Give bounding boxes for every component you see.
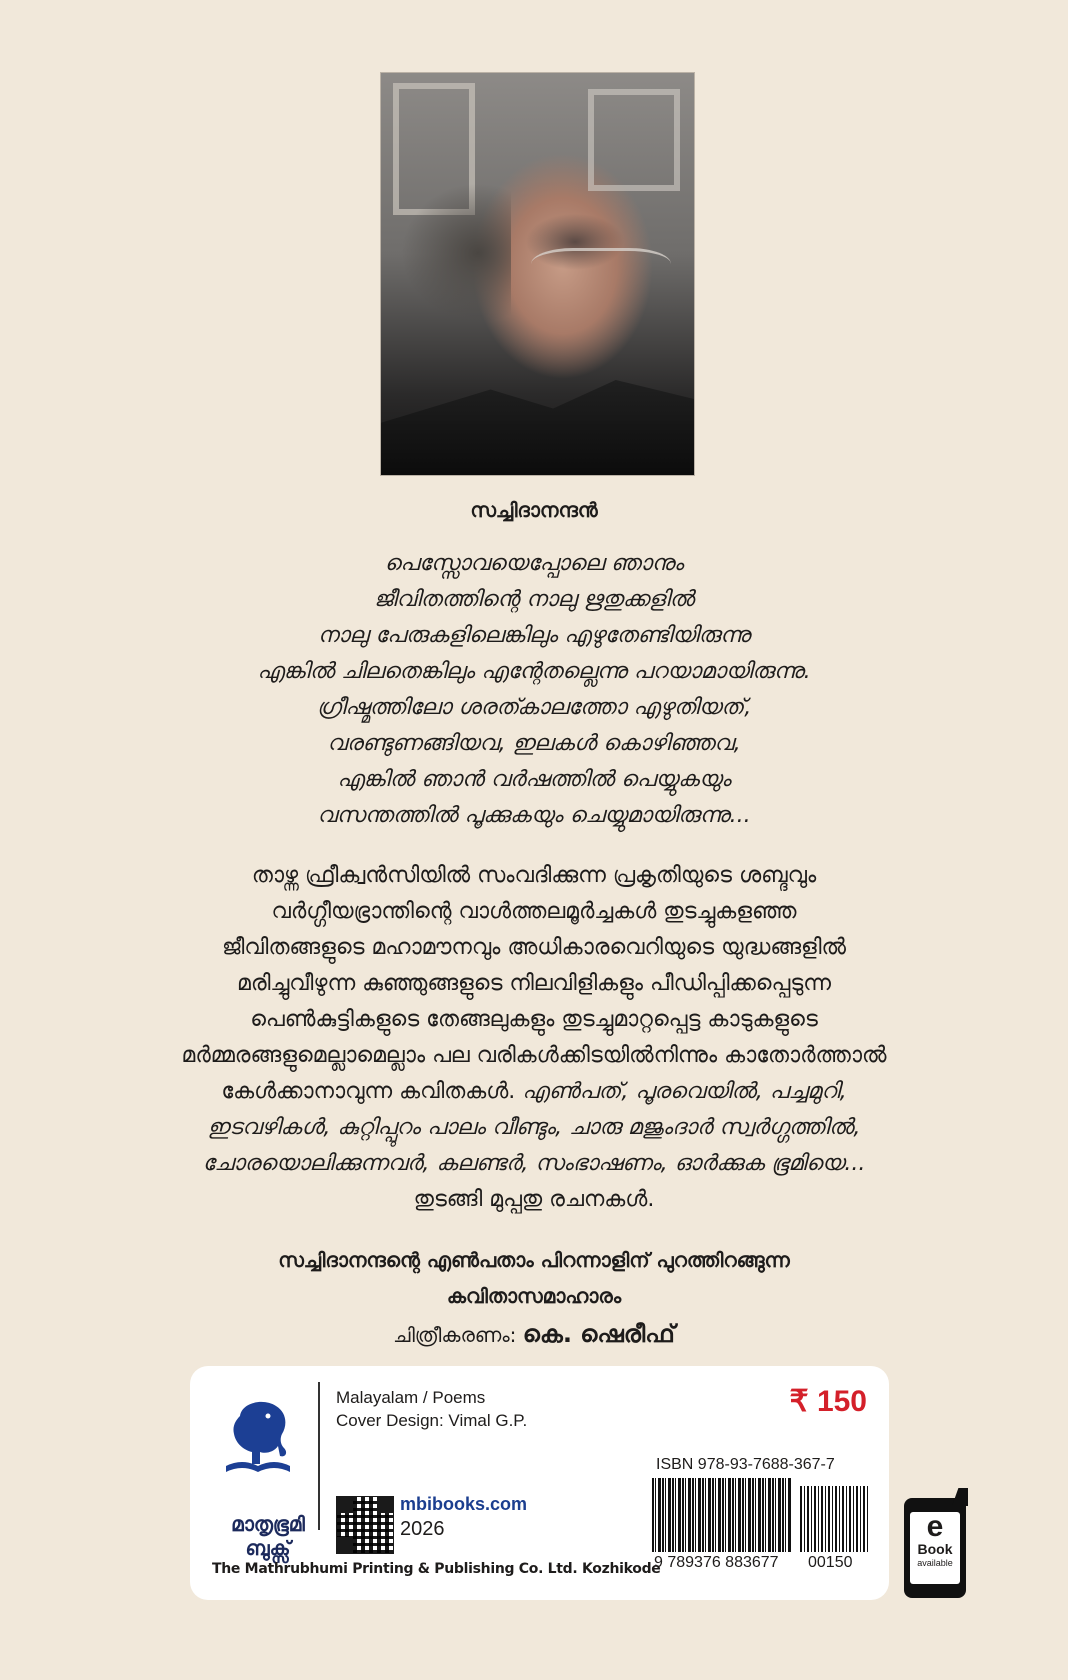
barcode-addon-icon bbox=[800, 1486, 868, 1552]
photo-detail bbox=[401, 183, 511, 323]
poem-line: എങ്കിൽ ചിലതെങ്കിലും എന്റേതല്ലെന്നു പറയാമായിരുന്നു. bbox=[257, 659, 811, 684]
poem-line: വരണ്ടുണങ്ങിയവ, ഇലകൾ കൊഴിഞ്ഞവ, bbox=[327, 731, 741, 756]
author-photo bbox=[380, 72, 695, 476]
ebook-available-badge bbox=[904, 1498, 966, 1598]
price: ₹ 150 bbox=[789, 1385, 867, 1418]
book-category: Malayalam / Poems bbox=[336, 1388, 486, 1407]
isbn: ISBN 978-93-7688-367-7 bbox=[656, 1456, 835, 1473]
website: mbibooks.com bbox=[400, 1494, 528, 1514]
blurb-line: താഴ്ന്ന ഫ്രീക്വൻസിയിൽ സംവദിക്കുന്ന പ്രകൃതിയുടെ ശബ്ദവും bbox=[251, 863, 817, 888]
blurb-line bbox=[0, 1074, 1068, 1110]
ebook-screen bbox=[910, 1512, 960, 1584]
blurb bbox=[0, 858, 1068, 1218]
logo-line: ബുക്സ് bbox=[245, 1536, 291, 1560]
poem-line: നാലു പേരുകളിലെങ്കിലും എഴുതേണ്ടിയിരുന്നു bbox=[317, 623, 751, 648]
blurb-line: പെൺകുട്ടികളുടെ തേങ്ങലുകളും തുടച്ചുമാറ്റപ്പെട്ട കാടുകളുടെ bbox=[250, 1007, 818, 1032]
barcode-addon-number: 00150 bbox=[808, 1554, 853, 1571]
blurb-line: ജീവിതങ്ങളുടെ മഹാമൗനവും അധികാരവെറിയുടെ യുദ്ധങ്ങളിൽ bbox=[221, 935, 847, 960]
poem-line: ഗ്രീഷ്മത്തിലോ ശരത്കാലത്തോ എഴുതിയത്, bbox=[316, 695, 752, 720]
tagline-line: കവിതാസമാഹാരം bbox=[446, 1284, 622, 1308]
poem-line: എങ്കിൽ ഞാൻ വർഷത്തിൽ പെയ്യുകയും bbox=[337, 767, 731, 792]
barcode-number: 9 789376 883677 bbox=[654, 1554, 779, 1571]
cover-design-credit: Cover Design: Vimal G.P. bbox=[336, 1411, 528, 1430]
ebook-note: available bbox=[917, 1558, 953, 1568]
poem-line: പെസ്സോവയെപ്പോലെ ഞാനും bbox=[384, 551, 684, 576]
book-meta bbox=[336, 1386, 527, 1432]
blurb-line: വർഗ്ഗീയഭ്രാന്തിന്റെ വാൾത്തലമൂർച്ചകൾ തുടച്ചുകളഞ്ഞ bbox=[271, 899, 797, 924]
poem-line: ജീവിതത്തിന്റെ നാലു ഋതുക്കളിൽ bbox=[373, 587, 694, 612]
company-name: The Mathrubhumi Printing & Publishing Co. Ltd. Kozhikode bbox=[212, 1561, 661, 1577]
author-name: സച്ചിദാനന്ദൻ bbox=[470, 498, 598, 522]
poem-excerpt bbox=[0, 546, 1068, 834]
background-frame bbox=[588, 89, 680, 191]
publisher-panel bbox=[190, 1366, 889, 1600]
tagline bbox=[0, 1242, 1068, 1314]
elephant-logo-icon bbox=[220, 1396, 296, 1476]
divider bbox=[318, 1382, 320, 1530]
poem-line: വസന്തത്തിൽ പൂക്കുകയും ചെയ്യുമായിരുന്നു... bbox=[317, 803, 751, 828]
illustrator-name: കെ. ഷെരീഫ് bbox=[522, 1320, 675, 1348]
ebook-word: Book bbox=[917, 1541, 953, 1557]
illustration-credit bbox=[0, 1320, 1068, 1348]
ebook-letter: e bbox=[926, 1510, 944, 1543]
barcode-icon bbox=[652, 1478, 792, 1552]
illustration-label: ചിത്രീകരണം: bbox=[393, 1323, 517, 1347]
blurb-line: മരിച്ചുവീഴുന്ന കുഞ്ഞുങ്ങളുടെ നിലവിളികളും പീഡിപ്പിക്കപ്പെടുന്ന bbox=[237, 971, 831, 996]
photo-detail bbox=[381, 380, 694, 475]
publisher-logo bbox=[212, 1396, 302, 1508]
blurb-text: കേൾക്കാനാവുന്ന കവിതകൾ. bbox=[221, 1079, 523, 1104]
blurb-line: തുടങ്ങി മുപ്പതു രചനകൾ. bbox=[413, 1187, 655, 1212]
tagline-line: സച്ചിദാനന്ദന്റെ എൺപതാം പിറന്നാളിന് പുറത്തിറങ്ങുന്ന bbox=[278, 1248, 790, 1272]
qr-code-icon bbox=[336, 1496, 394, 1554]
poem-titles: എൺപത്, പൂരവെയിൽ, പച്ചമുറി, bbox=[522, 1079, 847, 1104]
blurb-line: മർമ്മരങ്ങളുമെല്ലാമെല്ലാം പല വരികൾക്കിടയിൽനിന്നും കാതോർത്താൽ bbox=[181, 1043, 887, 1068]
photo-detail bbox=[531, 248, 671, 301]
logo-line: മാതൃഭൂമി bbox=[231, 1512, 305, 1536]
publication-year: 2026 bbox=[400, 1518, 445, 1540]
ebook-tab bbox=[952, 1488, 968, 1506]
logo-wordmark bbox=[218, 1512, 318, 1560]
poem-titles: ഇടവഴികൾ, കുറ്റിപ്പുറം പാലം വീണ്ടും, ചാരു മജുംദാർ സ്വർഗ്ഗത്തിൽ, bbox=[207, 1115, 861, 1140]
poem-titles: ചോരയൊലിക്കുന്നവർ, കലണ്ടർ, സംഭാഷണം, ഓർക്കുക ഭൂമിയെ... bbox=[202, 1151, 866, 1176]
